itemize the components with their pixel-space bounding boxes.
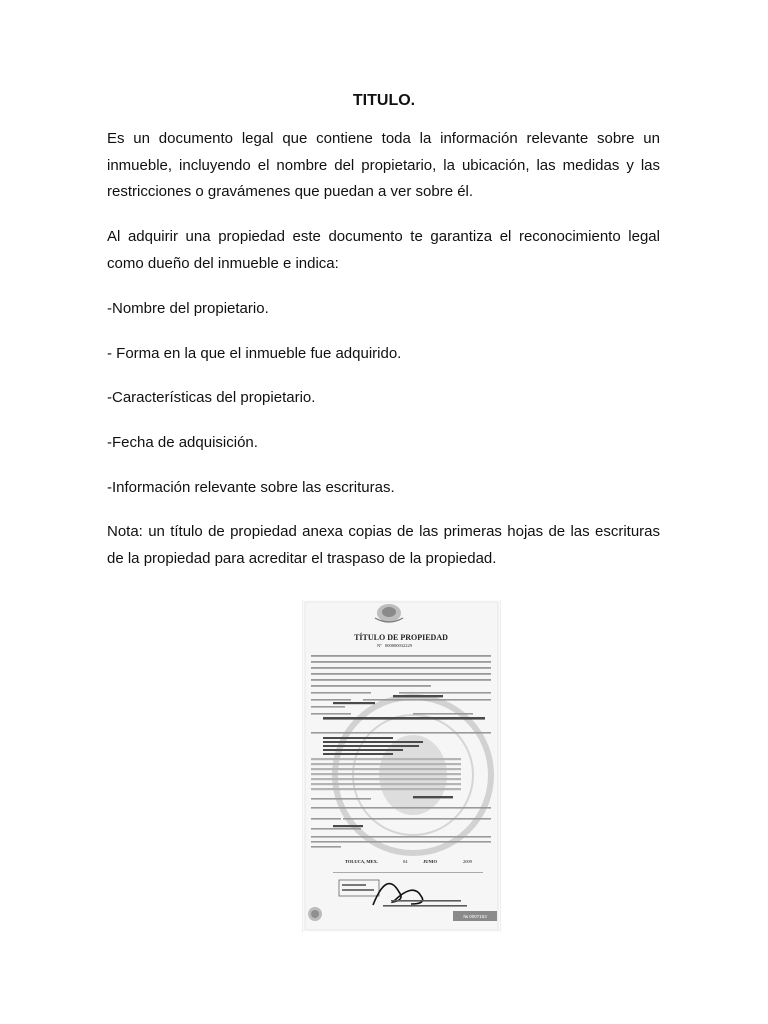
list-item: -Fecha de adquisición. (107, 434, 258, 451)
paragraph-note: Nota: un título de propiedad anexa copias de las primeras hojas de las escrituras de la propiedad para acreditar el traspaso de la propiedad. (107, 523, 660, 567)
paragraph-definition: Es un documento legal que contiene toda la información relevante sobre un inmueble, incluyendo el nombre del propietario, la ubicación, las medidas y las restricciones o gravámenes que puedan a ver sobre él. (107, 130, 660, 200)
page-title: TITULO. (352, 92, 416, 109)
deed-folio: 000000032229 (385, 643, 412, 648)
list-item: -Nombre del propietario. (107, 300, 269, 317)
list-item: -Características del propietario. (107, 389, 316, 406)
list-item: -Información relevante sobre las escrituras. (107, 479, 395, 496)
title-deed-scan (302, 600, 501, 932)
deed-title: TÍTULO DE PROPIEDAD (354, 633, 448, 642)
svg-text:04: 04 (403, 859, 408, 864)
paragraph-guarantee: Al adquirir una propiedad este documento te garantiza el reconocimiento legal como dueño del inmueble e indica: (107, 228, 660, 272)
svg-text:JUNIO: JUNIO (423, 859, 438, 864)
svg-text:№ 0007153: № 0007153 (463, 914, 487, 919)
svg-text:2009: 2009 (463, 859, 472, 864)
seal-icon (308, 907, 322, 921)
svg-text:TOLUCA, MEX.: TOLUCA, MEX. (345, 859, 379, 864)
svg-text:Nº: Nº (377, 643, 382, 648)
list-item: - Forma en la que el inmueble fue adquirido. (107, 345, 402, 362)
